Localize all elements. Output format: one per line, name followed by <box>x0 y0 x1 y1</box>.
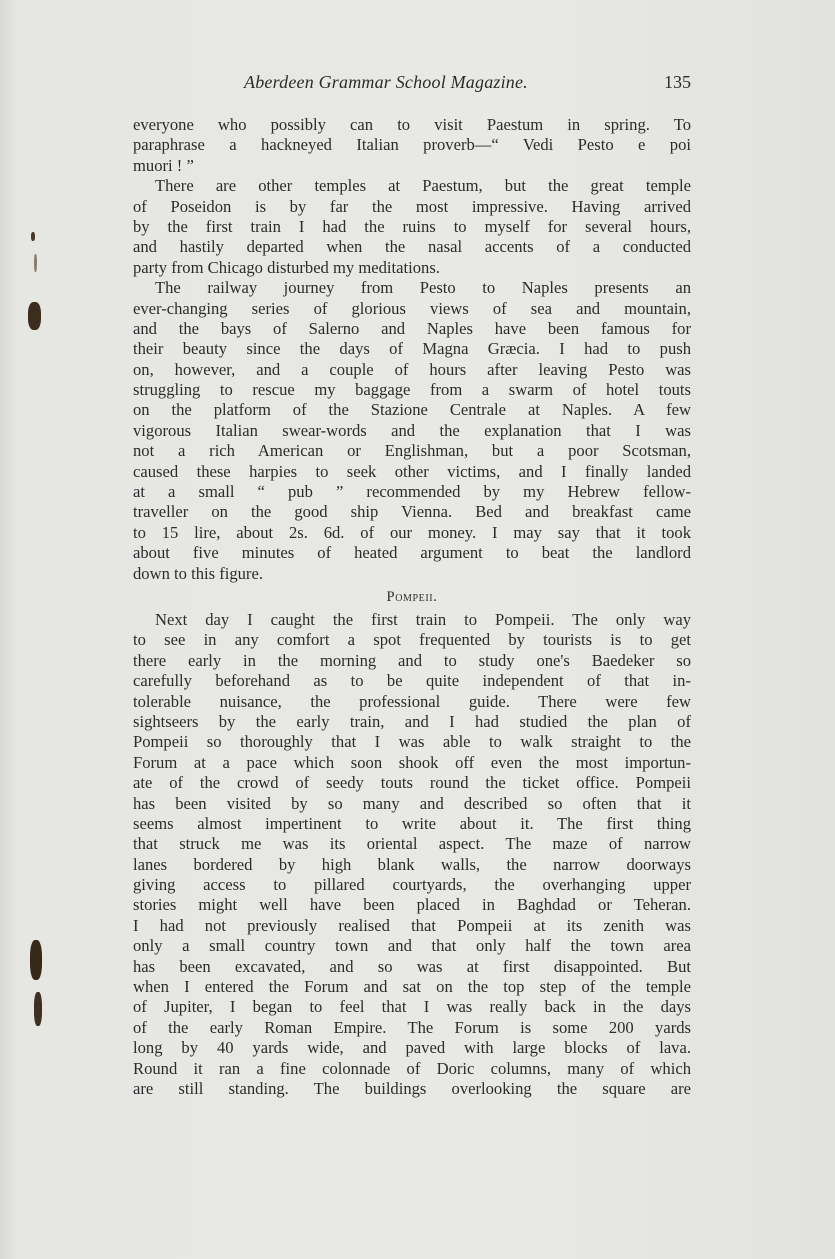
text-line: There are other temples at Paestum, but the great temple <box>155 176 691 196</box>
text-line: about five minutes of heated argument to beat the landlord <box>133 543 691 563</box>
text-line: ever-changing series of glorious views of sea and mountain, <box>133 298 691 318</box>
text-line: struggling to rescue my baggage from a swarm of hotel touts <box>133 380 691 400</box>
text-line: has been visited by so many and described so often that it <box>133 793 691 813</box>
text-line: and hastily departed when the nasal accents of a conducted <box>133 237 691 257</box>
text-line: Forum at a pace which soon shook off even the most importun- <box>133 752 691 772</box>
text-line: long by 40 yards wide, and paved with large blocks of lava. <box>133 1038 691 1058</box>
text-line: everyone who possibly can to visit Paestum in spring. To <box>133 115 691 134</box>
text-line: I had not previously realised that Pompeii at its zenith was <box>133 915 691 935</box>
text-line: Next day I caught the first train to Pompeii. The only way <box>155 609 691 629</box>
text-line: lanes bordered by high blank walls, the narrow doorways <box>133 854 691 874</box>
margin-stain-mark <box>31 232 35 241</box>
text-line: to 15 lire, about 2s. 6d. of our money. I may say that it took <box>133 522 691 542</box>
text-line: and the bays of Salerno and Naples have been famous for <box>133 318 691 338</box>
text-line: traveller on the good ship Vienna. Bed and breakfast came <box>133 502 691 522</box>
text-line: to see in any comfort a spot frequented by tourists is to get <box>133 630 691 650</box>
running-title: Aberdeen Grammar School Magazine. <box>244 72 528 92</box>
text-line: seems almost impertinent to write about it. The first thing <box>133 813 691 833</box>
margin-stain-mark <box>30 940 42 980</box>
margin-stain-mark <box>34 992 42 1026</box>
text-line: Round it ran a fine colonnade of Doric columns, many of which <box>133 1058 691 1078</box>
text-line: by the first train I had the ruins to myself for several hours, <box>133 216 691 236</box>
text-line: not a rich American or Englishman, but a poor Scotsman, <box>133 441 691 461</box>
text-line: sightseers by the early train, and I had studied the plan of <box>133 711 691 731</box>
text-line: giving access to pillared courtyards, the overhanging upper <box>133 875 691 895</box>
text-line: on, however, and a couple of hours after leaving Pesto was <box>133 359 691 379</box>
text-line: on the platform of the Stazione Centrale at Naples. A few <box>133 400 691 420</box>
text-line: The railway journey from Pesto to Naples presents an <box>155 278 691 298</box>
article-body <box>133 115 691 1099</box>
text-line: their beauty since the days of Magna Græcia. I had to push <box>133 339 691 359</box>
text-line: party from Chicago disturbed my meditations. <box>133 257 440 277</box>
text-line: only a small country town and that only half the town area <box>133 936 691 956</box>
text-line: vigorous Italian swear-words and the explanation that I was <box>133 420 691 440</box>
margin-stain-mark <box>34 254 37 272</box>
text-line: there early in the morning and to study one's Baedeker so <box>133 650 691 670</box>
margin-stain-mark <box>28 302 41 330</box>
text-line: down to this figure. <box>133 563 263 583</box>
page-number: 135 <box>664 72 691 92</box>
text-line: are still standing. The buildings overlooking the square are <box>133 1078 691 1098</box>
text-line: Pompeii so thoroughly that I was able to walk straight to the <box>133 732 691 752</box>
text-line: of Poseidon is by far the most impressive. Having arrived <box>133 196 691 216</box>
text-line: has been excavated, and so was at first disappointed. But <box>133 956 691 976</box>
text-line: at a small “ pub ” recommended by my Hebrew fellow- <box>133 482 691 502</box>
text-line: caused these harpies to seek other victims, and I finally landed <box>133 461 691 481</box>
text-line: muori ! ” <box>133 155 194 175</box>
text-line: of Jupiter, I began to feel that I was really back in the days <box>133 997 691 1017</box>
text-line: stories might well have been placed in Baghdad or Teheran. <box>133 895 691 915</box>
text-line: that struck me was its oriental aspect. The maze of narrow <box>133 834 691 854</box>
section-heading: Pompeii. <box>386 588 438 605</box>
text-line: of the early Roman Empire. The Forum is some 200 yards <box>133 1017 691 1037</box>
text-line: tolerable nuisance, the professional guide. There were few <box>133 691 691 711</box>
text-line: when I entered the Forum and sat on the top step of the temple <box>133 977 691 997</box>
page-header <box>133 72 691 98</box>
text-line: carefully beforehand as to be quite independent of that in- <box>133 671 691 691</box>
text-line: paraphrase a hackneyed Italian proverb—“ Vedi Pesto e poi <box>133 135 691 155</box>
text-line: ate of the crowd of seedy touts round the ticket office. Pompeii <box>133 773 691 793</box>
